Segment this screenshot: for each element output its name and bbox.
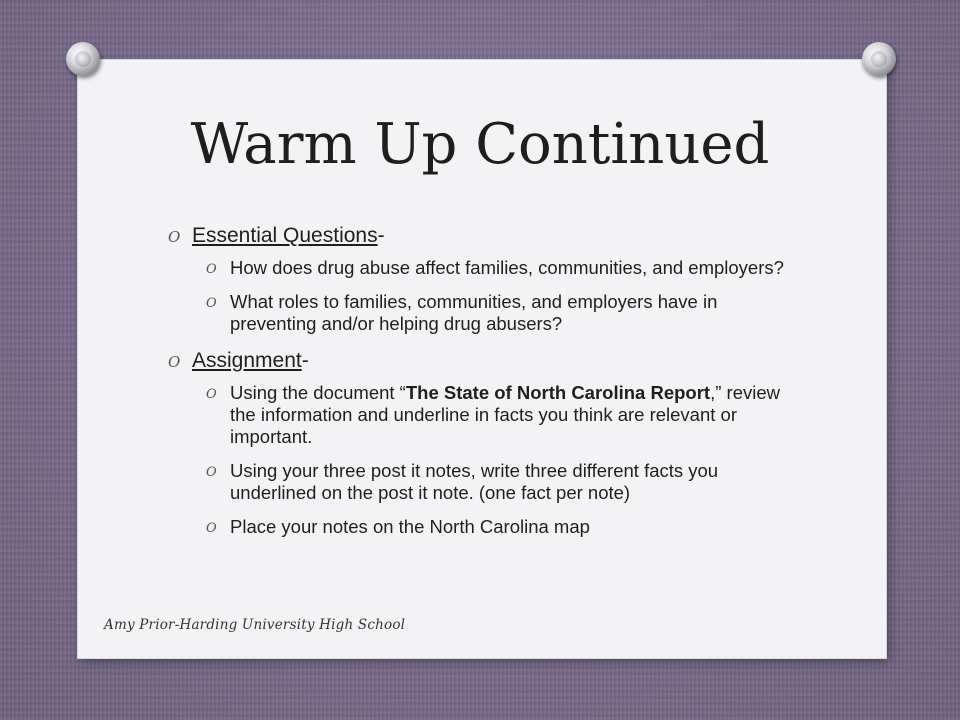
- list-item: [168, 460, 808, 504]
- bullet-icon: O: [206, 387, 217, 402]
- list-item-text: What roles to families, communities, and employers have in preventing and/or helping drug abusers?: [230, 291, 718, 334]
- document-title: The State of North Carolina Report: [405, 382, 711, 403]
- section-heading: Essential Questions: [192, 224, 378, 247]
- section-heading: Assignment: [192, 349, 302, 372]
- pushpin-icon: [66, 42, 100, 76]
- slide-content: [168, 222, 808, 550]
- pushpin-icon: [862, 42, 896, 76]
- list-item: [168, 291, 808, 335]
- list-item: [168, 382, 808, 448]
- list-item-text-after: ,” review the information and underline in facts you think are relevant or important.: [230, 382, 780, 447]
- bullet-icon: O: [168, 228, 181, 246]
- heading-suffix: -: [301, 349, 309, 372]
- bullet-icon: O: [206, 262, 217, 277]
- list-item: [168, 257, 808, 279]
- section-essential-questions: [168, 222, 808, 249]
- bullet-icon: O: [206, 296, 217, 311]
- author-signature: Amy Prior-Harding University High School: [104, 617, 406, 633]
- list-item-text: Place your notes on the North Carolina map: [230, 516, 590, 537]
- bullet-icon: O: [206, 521, 217, 536]
- bullet-icon: O: [168, 353, 181, 371]
- list-item-text-before: Using the document “: [230, 382, 406, 403]
- list-item: [168, 516, 808, 538]
- list-item-text: Using your three post it notes, write three different facts you underlined on the post it note. (one fact per note): [230, 460, 719, 503]
- list-item-text: How does drug abuse affect families, communities, and employers?: [230, 257, 784, 278]
- bullet-icon: O: [206, 465, 217, 480]
- section-assignment: [168, 347, 808, 374]
- heading-suffix: -: [377, 224, 385, 247]
- slide-title: Warm Up Continued: [190, 112, 770, 177]
